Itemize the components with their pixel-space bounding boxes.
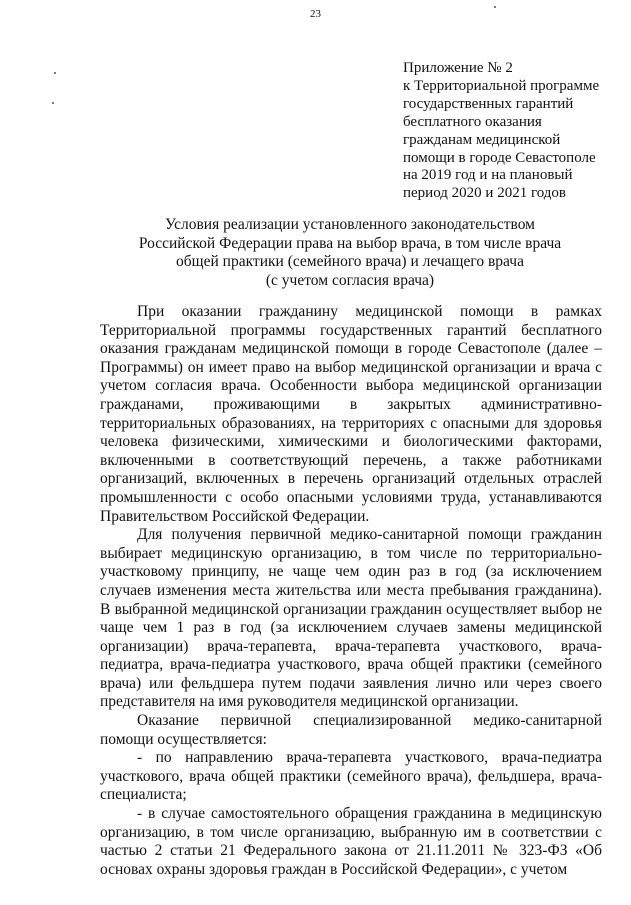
appendix-line: Приложение № 2 xyxy=(403,60,513,76)
document-title xyxy=(100,216,600,290)
appendix-line: на 2019 год и на плановый xyxy=(403,167,573,184)
appendix-line: помощи в городе Севастополе xyxy=(403,149,596,166)
page-number: 23 xyxy=(310,8,321,20)
appendix-line: бесплатного оказания xyxy=(403,113,542,130)
list-item: - в случае самостоятельного обращения гражданина в медицинскую организацию, в том числе организацию, выбранную им в соответствии с частью 2 статьи 21 Федерального закона от 21.11.2011 № 323-ФЗ «Об основах охраны здоровья граждан в Российской Федерации», с учетом xyxy=(100,805,602,878)
list-item: - по направлению врача-терапевта участкового, врача-педиатра участкового, врача общей практики (семейного врача), фельдшера, врача-специалиста; xyxy=(100,749,602,804)
appendix-line: период 2020 и 2021 годов xyxy=(403,185,567,202)
scan-speck xyxy=(54,72,56,74)
appendix-line: к Территориальной программе xyxy=(403,77,600,94)
body-paragraph: Для получения первичной медико-санитарной помощи гражданин выбирает медицинскую организацию, в том числе по территориально-участковому принципу, не чаще чем один раз в год (за исключением случаев изменения места жительства или места пребывания гражданина). В выбранной медицинской организации гражданин осуществляет выбор не чаще чем 1 раз в год (за исключением случаев замены медицинской организации) врача-терапевта, врача-терапевта участкового, врача-педиатра, врача-педиатра участкового, врача общей практики (семейного врача) или фельдшера путем подачи заявления лично или через своего представителя на имя руководителя медицинской организации. xyxy=(100,526,602,711)
appendix-line: государственных гарантий xyxy=(403,95,574,112)
body-paragraph: При оказании гражданину медицинской помощи в рамках Территориальной программы государственных гарантий бесплатного оказания гражданам медицинской помощи в городе Севастополе (далее – Программы) он имеет право на выбор медицинской организации и врача с учетом согласия врача. Особенности выбора медицинской организации гражданами, проживающими в закрытых административно-территориальных образованиях, на территориях с опасными для здоровья человека физическими, химическими и биологическими факторами, включенными в соответствующий перечень, а также работниками организаций, включенных в перечень организаций отдельных отраслей промышленности с особо опасными условиями труда, устанавливаются Правительством Российской Федерации. xyxy=(100,303,602,525)
scan-speck xyxy=(494,6,496,8)
scan-speck xyxy=(52,102,54,104)
title-line: (с учетом согласия врача) xyxy=(265,271,435,289)
appendix-block xyxy=(403,60,623,203)
title-line: Российской Федерации права на выбор врача, в том числе врача xyxy=(138,234,562,252)
title-line: общей практики (семейного врача) и лечащего врача xyxy=(176,253,524,270)
title-line: Условия реализации установленного законодательством xyxy=(165,216,535,233)
body-paragraph: Оказание первичной специализированной медико-санитарной помощи осуществляется: xyxy=(100,712,602,748)
document-body xyxy=(100,303,602,879)
appendix-line: гражданам медицинской xyxy=(403,131,561,148)
